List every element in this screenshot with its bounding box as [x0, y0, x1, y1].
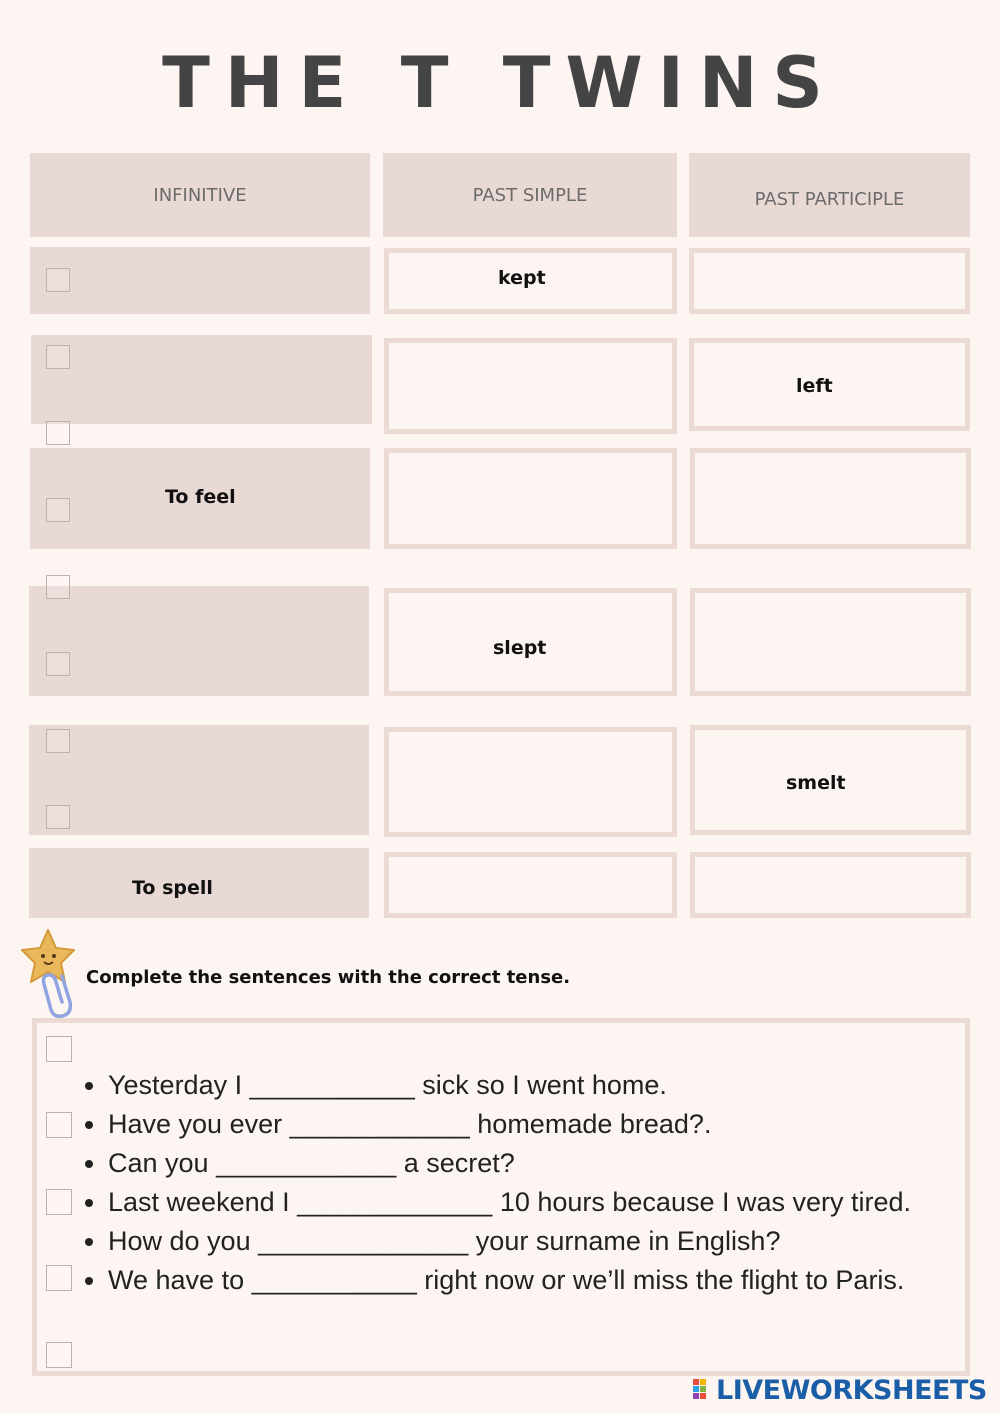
infinitive-to-feel: To feel	[165, 486, 236, 508]
past-participle-cell	[689, 248, 970, 314]
page-title: THE T TWINS	[162, 42, 838, 124]
checkbox[interactable]	[46, 729, 70, 753]
star-paperclip-icon	[16, 926, 84, 1022]
sentence-item: • How do you ______________ your surname in English?	[108, 1222, 983, 1261]
past-participle-cell	[690, 852, 971, 918]
checkbox[interactable]	[46, 421, 70, 445]
checkbox[interactable]	[46, 268, 70, 292]
sentence-item: • We have to ___________ right now or we’ll miss the flight to Paris.	[108, 1261, 983, 1300]
liveworksheets-icon	[692, 1377, 714, 1403]
past-simple-cell	[384, 727, 677, 837]
checkbox[interactable]	[46, 345, 70, 369]
checkbox[interactable]	[46, 1112, 72, 1138]
past-participle-smelt: smelt	[786, 772, 846, 794]
checkbox[interactable]	[46, 1265, 72, 1291]
past-participle-cell	[690, 588, 971, 696]
header-infinitive: INFINITIVE	[30, 153, 370, 237]
infinitive-to-spell: To spell	[132, 877, 213, 899]
past-simple-slept: slept	[493, 637, 547, 659]
past-simple-cell	[384, 338, 677, 434]
past-simple-kept: kept	[498, 267, 546, 289]
checkbox[interactable]	[46, 498, 70, 522]
sentence-list	[70, 1066, 983, 1300]
past-participle-cell	[690, 448, 971, 549]
header-past-simple: PAST SIMPLE	[383, 153, 677, 237]
past-participle-left: left	[796, 375, 833, 397]
brand-text: LIVEWORKSHEETS	[716, 1374, 987, 1406]
sentence-item: • Have you ever ____________ homemade bread?.	[108, 1105, 983, 1144]
sentence-item: • Last weekend I _____________ 10 hours because I was very tired.	[108, 1183, 983, 1222]
liveworksheets-logo	[692, 1372, 987, 1408]
checkbox[interactable]	[46, 1342, 72, 1368]
sentence-item: • Yesterday I ___________ sick so I went home.	[108, 1066, 983, 1105]
past-simple-cell	[384, 852, 677, 918]
instruction-text: Complete the sentences with the correct tense.	[86, 967, 571, 988]
header-past-participle: PAST PARTICIPLE	[689, 153, 970, 237]
infinitive-cell	[30, 247, 370, 314]
infinitive-cell	[29, 586, 369, 696]
checkbox[interactable]	[46, 652, 70, 676]
checkbox[interactable]	[46, 575, 70, 599]
checkbox[interactable]	[46, 1036, 72, 1062]
infinitive-cell	[31, 335, 372, 424]
checkbox[interactable]	[46, 1189, 72, 1215]
infinitive-cell	[29, 725, 369, 835]
sentence-item: • Can you ____________ a secret?	[108, 1144, 983, 1183]
checkbox[interactable]	[46, 805, 70, 829]
past-simple-cell	[384, 448, 677, 549]
